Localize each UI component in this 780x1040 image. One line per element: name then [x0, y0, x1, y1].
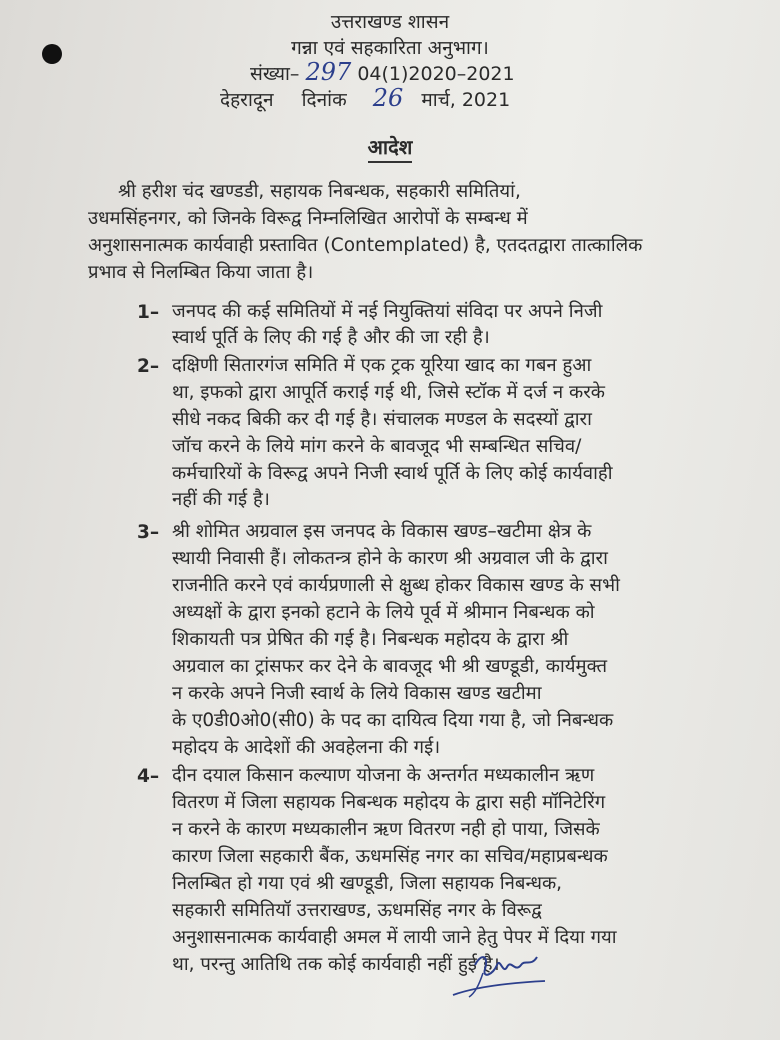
item-line: नहीं की गई है। [172, 489, 270, 510]
item-line: दीन दयाल किसान कल्याण योजना के अन्तर्गत मध्यकालीन ऋण [172, 765, 595, 786]
item-number: 4– [137, 766, 160, 787]
item-line: श्री शोमित अग्रवाल इस जनपद के विकास खण्ड–खटीमा क्षेत्र के [172, 521, 592, 542]
item-line: सीधे नकद बिकी कर दी गई है। संचालक मण्डल के सदस्यों द्वारा [172, 409, 592, 430]
item-line: के ए0डी0ओ0(सी0) के पद का दायित्व दिया गया है, जो निबन्धक [172, 710, 614, 731]
place: देहरादून [220, 89, 274, 111]
item-line: वितरण में जिला सहायक निबन्धक महोदय के द्वारा सही मॉनिटेरिंग [172, 792, 606, 813]
intro-line: उधमसिंहनगर, को जिनके विरूद्व निम्नलिखित आरोपों के सम्बन्ध में [88, 208, 528, 229]
item-line: निलम्बित हो गया एवं श्री खण्डूडी, जिला सहायक निबन्धक, [172, 873, 563, 894]
handwritten-number: 297 [305, 58, 352, 86]
date-rest: मार्च, 2021 [421, 89, 511, 111]
item-line: था, परन्तु आतिथि तक कोई कार्यवाही नहीं हुई है। [172, 954, 500, 975]
item-line: न करने के कारण मध्यकालीन ऋण वितरण नही हो पाया, जिसके [172, 819, 600, 840]
number-label: संख्या– [250, 63, 300, 85]
item-line: स्थायी निवासी हैं। लोकतन्त्र होने के कारण श्री अग्रवाल जी के द्वारा [172, 548, 608, 569]
header-section: गन्ना एवं सहकारिता अनुभाग। [291, 37, 489, 59]
order-number [250, 58, 515, 86]
item-line: अध्यक्षों के द्वारा इनको हटाने के लिये पूर्व में श्रीमान निबन्धक को [172, 602, 595, 623]
date-label: दिनांक [301, 89, 347, 111]
intro-line: श्री हरीश चंद खण्डडी, सहायक निबन्धक, सहकारी समितियां, [118, 181, 521, 202]
item-line: न करके अपने निजी स्वार्थ के लिये विकास खण्ड खटीमा [172, 683, 542, 704]
order-title [0, 133, 780, 160]
number-rest: 04(1)2020–2021 [357, 63, 515, 85]
intro-line: प्रभाव से निलम्बित किया जाता है। [88, 262, 314, 283]
signature-mark [445, 945, 555, 1010]
item-line: था, इफको द्वारा आपूर्ति कराई गई थी, जिसे स्टॉक में दर्ज न करके [172, 382, 605, 403]
item-line: महोदय के आदेशों की अवहेलना की गई। [172, 737, 441, 758]
item-line: दक्षिणी सितारगंज समिति में एक ट्रक यूरिया खाद का गबन हुआ [172, 355, 592, 376]
place-date [220, 84, 510, 112]
item-number: 2– [137, 356, 160, 377]
item-line: स्वार्थ पूर्ति के लिए की गई है और की जा रही है। [172, 327, 490, 348]
intro-line: अनुशासनात्मक कार्यवाही प्रस्तावित (Contemplated) है, एतदतद्वारा तात्कालिक [88, 235, 643, 256]
header-govt: उत्तराखण्ड शासन [330, 11, 450, 33]
item-line: अग्रवाल का ट्रांसफर कर देने के बावजूद भी श्री खण्डूडी, कार्यमुक्त [172, 656, 608, 677]
item-line: राजनीति करने एवं कार्यप्रणाली से क्षुब्ध होकर विकास खण्ड के सभी [172, 575, 620, 596]
item-line: अनुशासनात्मक कार्यवाही अमल में लायी जाने हेतु पेपर में दिया गया [172, 927, 617, 948]
item-line: कर्मचारियों के विरूद्व अपने निजी स्वार्थ पूर्ति के लिए कोई कार्यवाही [172, 463, 613, 484]
item-line: जॉच करने के लिये मांग करने के बावजूद भी सम्बन्धित सचिव/ [172, 436, 582, 457]
item-line: शिकायती पत्र प्रेषित की गई है। निबन्धक महोदय के द्वारा श्री [172, 629, 569, 650]
item-number: 3– [137, 522, 160, 543]
item-line: जनपद की कई समितियों में नई नियुक्तियां संविदा पर अपने निजी [172, 301, 603, 322]
title-text: आदेश [368, 135, 413, 163]
item-line: कारण जिला सहकारी बैंक, ऊधमसिंह नगर का सचिव/महाप्रबन्धक [172, 846, 608, 867]
handwritten-date: 26 [372, 84, 404, 112]
item-line: सहकारी समितियॉ उत्तराखण्ड, ऊधमसिंह नगर के विरूद्व [172, 900, 542, 921]
item-number: 1– [137, 302, 160, 323]
